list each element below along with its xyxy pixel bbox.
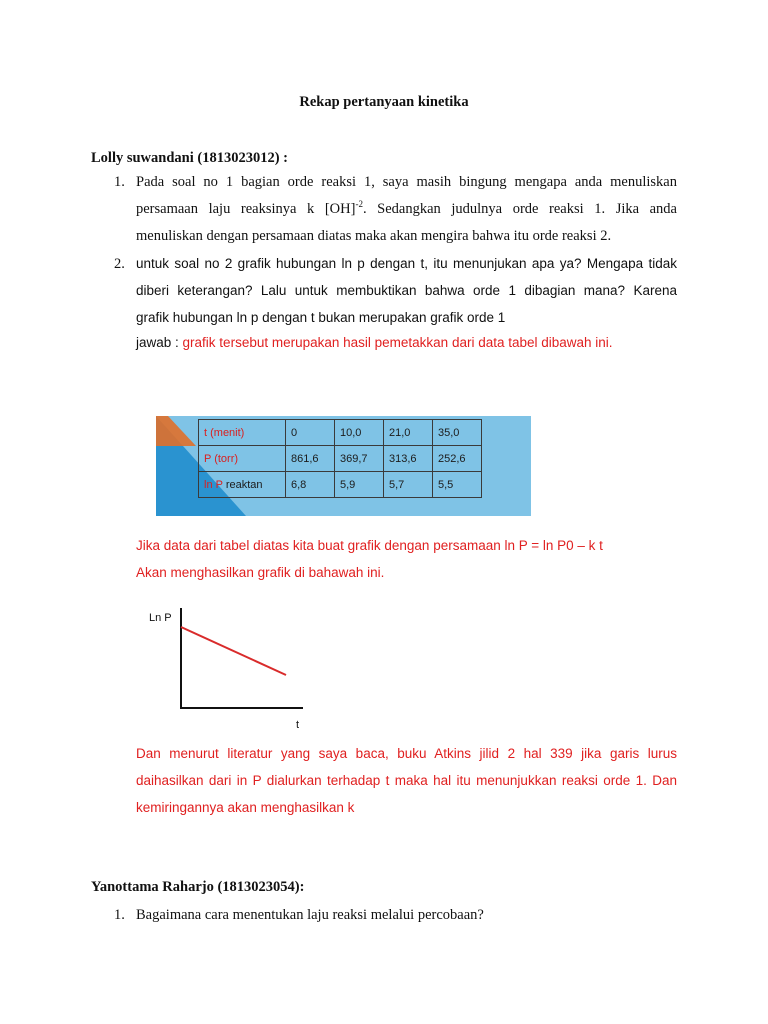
section-2-question-1: Bagaimana cara menentukan laju reaksi melalui percobaan?	[136, 907, 484, 923]
table-cell: 10,0	[335, 420, 384, 446]
table-row	[199, 420, 482, 446]
data-table-image	[156, 416, 531, 516]
table-cell: 5,7	[384, 472, 433, 498]
answer-label: jawab :	[136, 335, 179, 350]
table-cell: 861,6	[286, 446, 335, 472]
ln-p-vs-t-graph	[136, 602, 326, 732]
answer-text: grafik tersebut merupakan hasil pemetakkan dari data tabel dibawah ini.	[182, 335, 613, 350]
table-cell: 5,9	[335, 472, 384, 498]
page-title: Rekap pertanyaan kinetika	[299, 94, 469, 110]
table-cell: 6,8	[286, 472, 335, 498]
kinetics-data-table	[198, 419, 482, 498]
question-1-line-2	[136, 196, 677, 223]
question-2-line-2: diberi keterangan? Lalu untuk membuktikan bahwa orde 1 dibagian mana? Karena	[136, 283, 677, 298]
question-2-line-3: grafik hubungan ln p dengan t bukan merupakan grafik orde 1	[136, 310, 506, 325]
question-2-line-1: untuk soal no 2 grafik hubungan ln p dengan t, itu menunjukan apa ya? Mengapa tidak	[136, 256, 677, 271]
y-axis-label: Ln P	[149, 612, 172, 624]
table-row-label: t (menit)	[199, 420, 286, 446]
table-cell: 35,0	[433, 420, 482, 446]
table-cell: 5,5	[433, 472, 482, 498]
explanation-line-1: Jika data dari tabel diatas kita buat grafik dengan persamaan ln P = ln P0 – k t	[136, 538, 603, 553]
table-row	[199, 472, 482, 498]
x-axis-label: t	[296, 719, 300, 731]
superscript-exponent: -2	[355, 199, 363, 209]
student-name-yanottama: Yanottama Raharjo (1813023054):	[91, 879, 305, 895]
table-cell: 0	[286, 420, 335, 446]
table-row-label-rest: reaktan	[222, 478, 263, 491]
graph-svg	[136, 602, 326, 732]
student-name-lolly: Lolly suwandani (1813023012) :	[91, 150, 288, 166]
conclusion-line-1: Dan menurut literatur yang saya baca, buku Atkins jilid 2 hal 339 jika garis lurus	[136, 746, 677, 761]
table-row-label-red: ln P	[204, 478, 223, 491]
explanation-line-2: Akan menghasilkan grafik di bahawah ini.	[136, 565, 385, 580]
conclusion-line-2: daihasilkan dari in P dialurkan terhadap t maka hal itu menunjukkan reaksi orde 1. Dan	[136, 773, 677, 788]
question-number-1-section-2: 1.	[114, 907, 125, 923]
question-number-2: 2.	[114, 256, 125, 272]
question-1-line-1: Pada soal no 1 bagian orde reaksi 1, saya masih bingung mengapa anda menuliskan	[136, 174, 677, 190]
question-number-1: 1.	[114, 174, 125, 190]
answer-line	[136, 329, 677, 356]
table-cell: 313,6	[384, 446, 433, 472]
trend-line	[181, 627, 286, 675]
table-cell: 21,0	[384, 420, 433, 446]
table-cell: 252,6	[433, 446, 482, 472]
table-cell: 369,7	[335, 446, 384, 472]
conclusion-line-3: kemiringannya akan menghasilkan k	[136, 800, 355, 815]
table-row-label: P (torr)	[199, 446, 286, 472]
question-1-line-2-post: . Sedangkan judulnya orde reaksi 1. Jika anda	[362, 201, 677, 217]
question-1-line-2-pre: persamaan laju reaksinya k [OH]	[136, 201, 356, 217]
table-row	[199, 446, 482, 472]
table-row-label	[199, 472, 286, 498]
question-1-line-3: menuliskan dengan persamaan diatas maka akan mengira bahwa itu orde reaksi 2.	[136, 228, 612, 244]
